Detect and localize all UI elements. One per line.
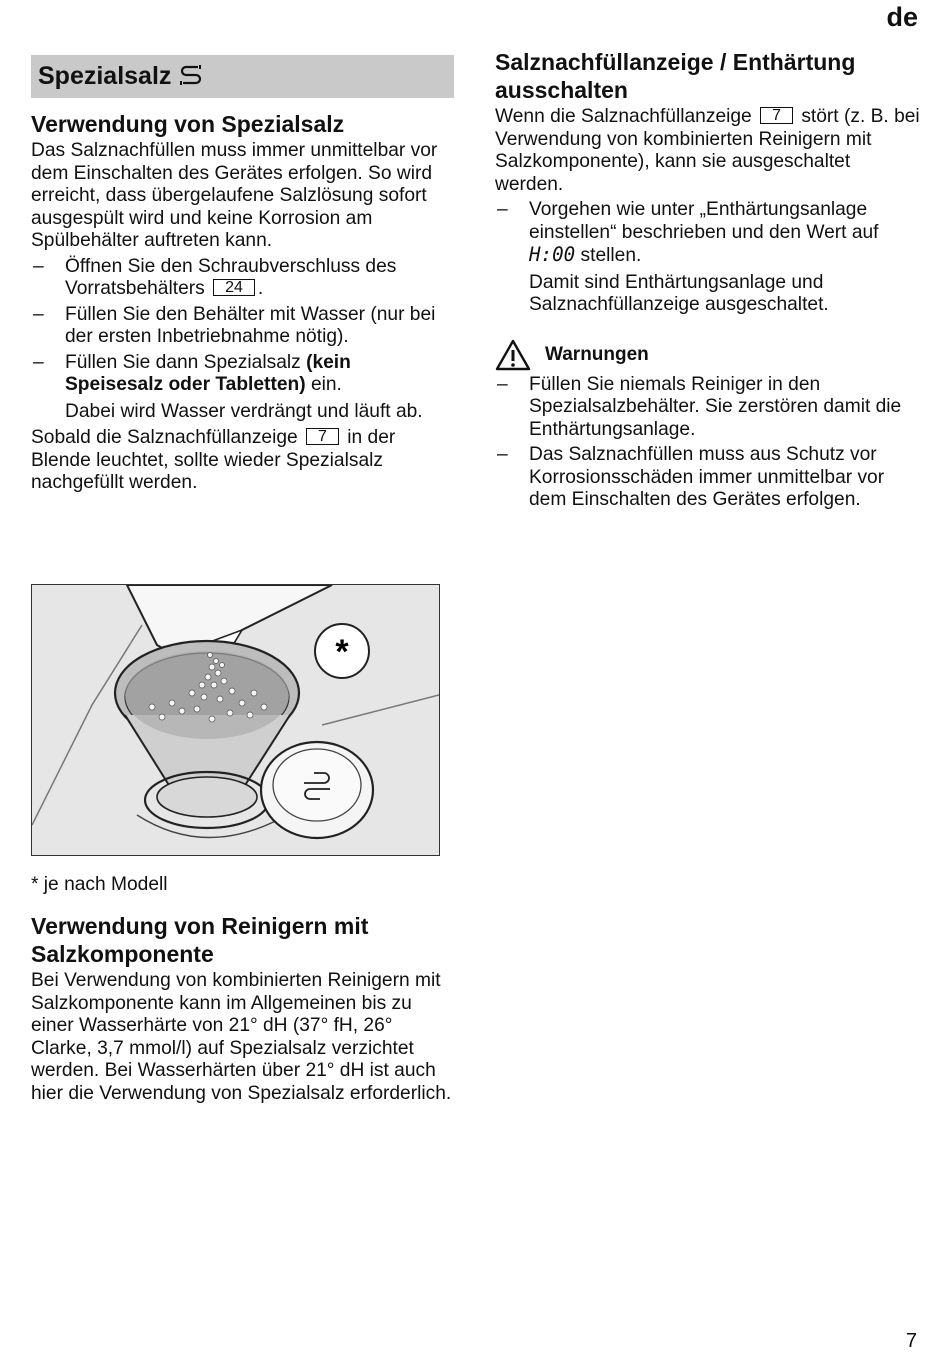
salt-symbol-icon bbox=[178, 63, 204, 91]
list-item: – Füllen Sie niemals Reiniger in den Spezialsalzbehälter. Sie zerstören damit die Enthärtungsanlage. bbox=[497, 373, 902, 440]
footnote: * je nach Modell bbox=[31, 874, 168, 895]
section-reiniger bbox=[31, 912, 454, 1105]
step-text: Füllen Sie dann Spezialsalz bbox=[65, 351, 307, 373]
step-text: Öffnen Sie den Schraubverschluss des Vorratsbehälters bbox=[65, 255, 397, 299]
after-paragraph: Sobald die Salznachfüllanzeige 7 in der Blende leuchtet, sollte wieder Spezialsalz nachgefüllt werden. bbox=[31, 427, 396, 493]
warning-title: Warnungen bbox=[545, 343, 649, 365]
heading-ausschalten: Salznachfüllanzeige / Enthärtung ausschalten bbox=[495, 49, 856, 103]
ref-box: 7 bbox=[760, 107, 793, 124]
step-note: Dabei wird Wasser verdrängt und läuft ab. bbox=[65, 400, 423, 422]
list-item: – Vorgehen wie unter „Enthärtungsanlage einstellen“ beschrieben und den Wert auf H:00 stellen. bbox=[497, 199, 879, 266]
ref-box: 7 bbox=[306, 428, 339, 445]
intro-paragraph: Das Salznachfüllen muss immer unmittelbar vor dem Einschalten des Gerätes erfolgen. So wird erreicht, dass übergelaufene Salzlösung sofort ausgespült wird und keine Korrosion am Spülbehälter auftreten kann. bbox=[31, 140, 438, 251]
heading-reiniger: Verwendung von Reinigern mit Salzkomponente bbox=[31, 913, 369, 967]
warning-triangle-icon bbox=[495, 339, 531, 371]
ref-box: 24 bbox=[213, 279, 255, 296]
salt-filling-illustration bbox=[31, 584, 440, 856]
step-text: Füllen Sie den Behälter mit Wasser (nur bei der ersten Inbetriebnahme nötig). bbox=[65, 303, 436, 347]
left-column bbox=[31, 55, 454, 495]
step-text: ein. bbox=[305, 374, 342, 395]
language-tag: de bbox=[886, 2, 918, 32]
list-item: – Füllen Sie den Behälter mit Wasser (nur bei der ersten Inbetriebnahme nötig). bbox=[33, 303, 436, 347]
warning-header bbox=[495, 339, 920, 371]
step-bold-text: (kein Speisesalz oder Tabletten) bbox=[65, 351, 351, 395]
list-item: – Füllen Sie dann Spezialsalz (kein Speisesalz oder Tabletten) ein. bbox=[33, 351, 351, 395]
list-item: – Das Salznachfüllen muss aus Schutz vor Korrosionsschäden immer unmittelbar vor dem Einschalten des Gerätes erfolgen. bbox=[497, 444, 885, 510]
star-marker-label: * bbox=[335, 633, 349, 671]
page-number: 7 bbox=[905, 1330, 917, 1352]
illustration-graphic bbox=[32, 585, 439, 855]
step-note: Damit sind Enthärtungsanlage und Salznachfüllanzeige ausgeschaltet. bbox=[529, 271, 829, 315]
reiniger-paragraph: Bei Verwendung von kombinierten Reinigern mit Salzkomponente kann im Allgemeinen bis zu einer Wasserhärte von 21° dH (37° fH, 26° Clarke, 3,7 mmol/l) auf Spezialsalz verzichtet werden. Bei Wasserhärten über 21° dH ist auch hier die Verwendung von Spezialsalz erforderlich. bbox=[31, 970, 452, 1104]
right-column bbox=[495, 48, 920, 512]
banner-title: Spezialsalz bbox=[38, 62, 172, 90]
ausschalten-paragraph: Wenn die Salznachfüllanzeige 7 stört (z. B. bei Verwendung von kombinierten Reinigern mit Salzkomponente), kann sie ausgeschaltet werden. bbox=[495, 106, 920, 195]
heading-verwendung: Verwendung von Spezialsalz bbox=[31, 111, 345, 137]
display-value: H:00 bbox=[529, 243, 576, 266]
section-banner bbox=[31, 55, 454, 98]
list-item: – Öffnen Sie den Schraubverschluss des Vorratsbehälters 24 . bbox=[33, 255, 397, 299]
